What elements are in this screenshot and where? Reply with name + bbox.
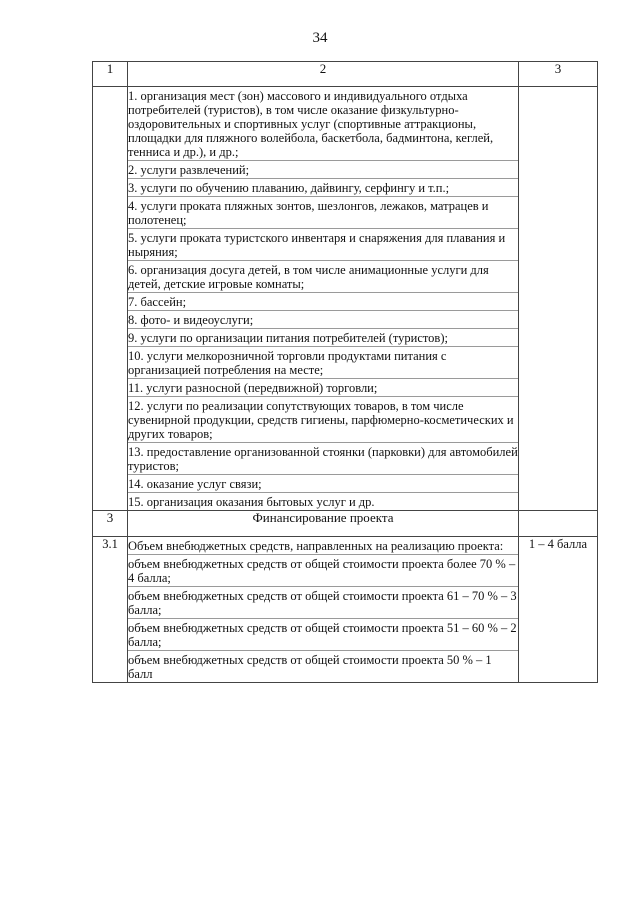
list-item: 15. организация оказания бытовых услуг и др. [128, 495, 375, 509]
criterion-item: объем внебюджетных средств от общей стоимости проекта более 70 % – 4 балла; [128, 555, 518, 587]
list-item: 11. услуги разносной (передвижной) торговли; [128, 379, 518, 397]
list-item: 3. услуги по обучению плаванию, дайвингу, серфингу и т.п.; [128, 179, 518, 197]
list-item: 4. услуги проката пляжных зонтов, шезлонгов, лежаков, матрацев и полотенец; [128, 197, 518, 229]
criterion-item: объем внебюджетных средств от общей стоимости проекта 50 % – 1 балл [128, 653, 492, 681]
section-title: Финансирование проекта [128, 511, 519, 537]
table-header-row [93, 62, 598, 87]
criterion-row-3-1 [93, 537, 598, 683]
services-list [128, 87, 519, 511]
criterion-item: объем внебюджетных средств от общей стоимости проекта 51 – 60 % – 2 балла; [128, 621, 517, 649]
services-number-cell [93, 87, 128, 511]
list-item: 13. предоставление организованной стоянки (парковки) для автомобилей туристов; [128, 445, 518, 473]
list-item: 12. услуги по реализации сопутствующих товаров, в том числе сувенирной продукции, средств гигиены, парфюмерно-косметических и других товаров; [128, 397, 518, 443]
list-item: 7. бассейн; [128, 293, 518, 311]
list-item: 9. услуги по организации питания потребителей (туристов); [128, 329, 518, 347]
list-item: 14. оказание услуг связи; [128, 475, 518, 493]
column-header-2: 2 [128, 62, 519, 87]
criterion-description [128, 537, 519, 683]
list-item: 5. услуги проката туристского инвентаря и снаряжения для плавания и ныряния; [128, 229, 518, 261]
criteria-table [92, 61, 598, 683]
services-row [93, 87, 598, 511]
section-score-cell [519, 511, 598, 537]
list-item: 8. фото- и видеоуслуги; [128, 311, 518, 329]
list-item: 10. услуги мелкорозничной торговли продуктами питания с организацией потребления на месте; [128, 347, 518, 379]
page-number: 34 [312, 30, 328, 46]
criterion-score: 1 – 4 балла [519, 537, 598, 683]
list-item: 2. услуги развлечений; [128, 161, 518, 179]
criterion-item: Объем внебюджетных средств, направленных на реализацию проекта: [128, 537, 518, 555]
services-score-cell [519, 87, 598, 511]
section-number: 3 [93, 511, 128, 537]
column-header-3: 3 [519, 62, 598, 87]
list-item: 6. организация досуга детей, в том числе анимационные услуги для детей, детские игровые комнаты; [128, 261, 518, 293]
column-header-1: 1 [93, 62, 128, 87]
list-item: 1. организация мест (зон) массового и индивидуального отдыха потребителей (туристов), в том числе оказание физкультурно-оздоровительных и спортивных услуг (спортивные аттракционы, площадки для пляжного волейбола, баскетбола, бадминтона, кеглей, тенниса и др.), и др.; [128, 87, 518, 161]
criterion-item: объем внебюджетных средств от общей стоимости проекта 61 – 70 % – 3 балла; [128, 589, 517, 617]
section-row [93, 511, 598, 537]
criterion-number: 3.1 [93, 537, 128, 683]
